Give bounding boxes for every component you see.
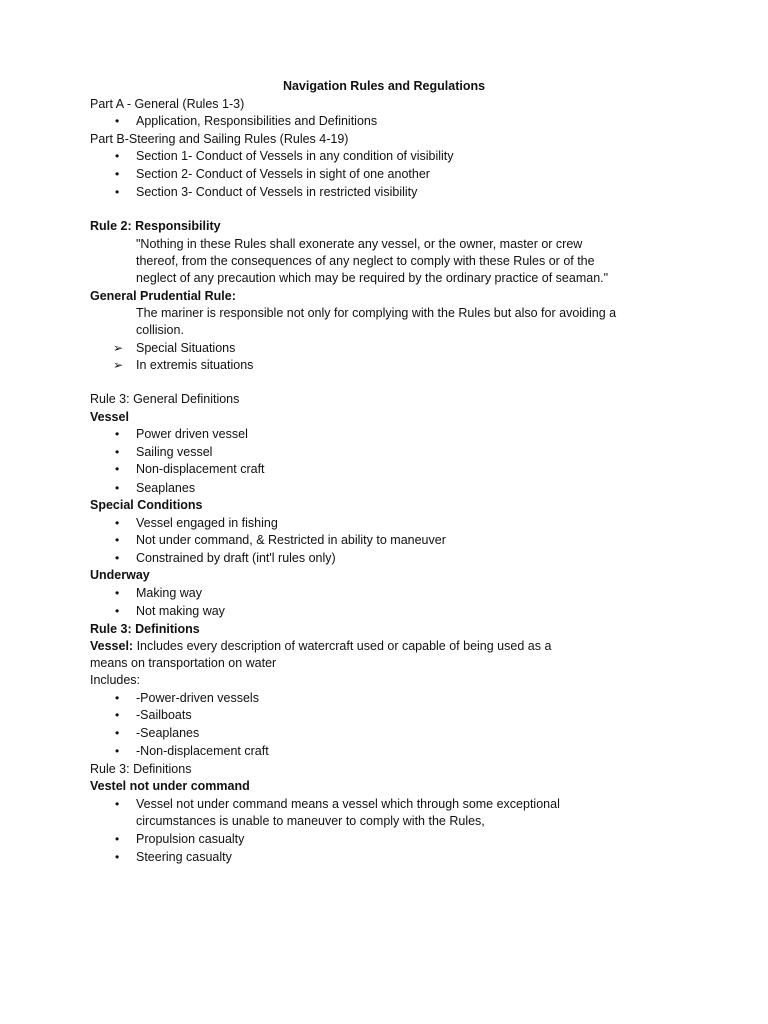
bullet-icon: • xyxy=(115,427,120,441)
vessel-definition xyxy=(90,638,551,655)
nuc-heading: Vestel not under command xyxy=(90,779,250,793)
rule3-definitions-heading: Rule 3: Definitions xyxy=(90,622,200,636)
rule2-heading: Rule 2: Responsibility xyxy=(90,219,221,233)
part-a-heading: Part A - General (Rules 1-3) xyxy=(90,97,245,111)
prudential-text-line: The mariner is responsible not only for complying with the Rules but also for avoiding a xyxy=(136,306,617,320)
vessel-definition-label: Vessel: xyxy=(90,639,134,653)
list-item: Seaplanes xyxy=(136,481,196,495)
bullet-icon: • xyxy=(115,167,120,181)
bullet-icon: • xyxy=(115,586,120,600)
prudential-heading: General Prudential Rule: xyxy=(90,289,236,303)
list-item: Section 2- Conduct of Vessels in sight of one another xyxy=(136,167,430,181)
list-item: Special Situations xyxy=(136,341,236,355)
includes-label: Includes: xyxy=(90,673,141,687)
arrow-bullet-icon: ➢ xyxy=(113,358,124,372)
bullet-icon: • xyxy=(115,832,120,846)
bullet-icon: • xyxy=(115,533,120,547)
list-item: Not making way xyxy=(136,604,225,618)
list-item: -Non-displacement craft xyxy=(136,744,269,758)
vessel-definition-text: Includes every description of watercraft used or capable of being used as a xyxy=(133,639,552,653)
prudential-text-line: collision. xyxy=(136,323,184,337)
bullet-icon: • xyxy=(115,797,120,811)
list-item: In extremis situations xyxy=(136,358,254,372)
rule2-quote-line: thereof, from the consequences of any neglect to comply with these Rules or of the xyxy=(136,254,595,268)
list-item: Propulsion casualty xyxy=(136,832,245,846)
list-item: -Power-driven vessels xyxy=(136,691,259,705)
rule3-definitions-heading-plain: Rule 3: Definitions xyxy=(90,762,192,776)
list-item: Section 3- Conduct of Vessels in restricted visibility xyxy=(136,185,418,199)
page-title: Navigation Rules and Regulations xyxy=(282,79,486,93)
underway-heading: Underway xyxy=(90,568,150,582)
rule3-general-heading: Rule 3: General Definitions xyxy=(90,392,240,406)
bullet-icon: • xyxy=(115,850,120,864)
list-item: Constrained by draft (int'l rules only) xyxy=(136,551,336,565)
list-item: Not under command, & Restricted in ability to maneuver xyxy=(136,533,446,547)
bullet-icon: • xyxy=(115,445,120,459)
bullet-icon: • xyxy=(115,551,120,565)
arrow-bullet-icon: ➢ xyxy=(113,341,124,355)
list-item: Vessel not under command means a vessel which through some exceptional xyxy=(136,797,560,811)
list-item: Section 1- Conduct of Vessels in any condition of visibility xyxy=(136,149,454,163)
bullet-icon: • xyxy=(115,726,120,740)
bullet-icon: • xyxy=(115,481,120,495)
list-item: Power driven vessel xyxy=(136,427,248,441)
list-item: -Sailboats xyxy=(136,708,192,722)
rule2-quote-line: neglect of any precaution which may be required by the ordinary practice of seaman." xyxy=(136,271,609,285)
list-item: Steering casualty xyxy=(136,850,232,864)
bullet-icon: • xyxy=(115,744,120,758)
bullet-icon: • xyxy=(115,185,120,199)
list-item: Non-displacement craft xyxy=(136,462,265,476)
list-item: Vessel engaged in fishing xyxy=(136,516,278,530)
bullet-icon: • xyxy=(115,149,120,163)
vessel-definition-text-2: means on transportation on water xyxy=(90,656,277,670)
list-item: Making way xyxy=(136,586,202,600)
bullet-icon: • xyxy=(115,114,120,128)
bullet-icon: • xyxy=(115,708,120,722)
part-b-heading: Part B-Steering and Sailing Rules (Rules 4-19) xyxy=(90,132,349,146)
bullet-icon: • xyxy=(115,691,120,705)
bullet-icon: • xyxy=(115,516,120,530)
list-item-continuation: circumstances is unable to maneuver to comply with the Rules, xyxy=(136,814,485,828)
list-item: Application, Responsibilities and Definitions xyxy=(136,114,378,128)
vessel-heading: Vessel xyxy=(90,410,129,424)
bullet-icon: • xyxy=(115,604,120,618)
bullet-icon: • xyxy=(115,462,120,476)
rule2-quote-line: "Nothing in these Rules shall exonerate any vessel, or the owner, master or crew xyxy=(136,237,583,251)
list-item: Sailing vessel xyxy=(136,445,213,459)
special-conditions-heading: Special Conditions xyxy=(90,498,203,512)
list-item: -Seaplanes xyxy=(136,726,200,740)
